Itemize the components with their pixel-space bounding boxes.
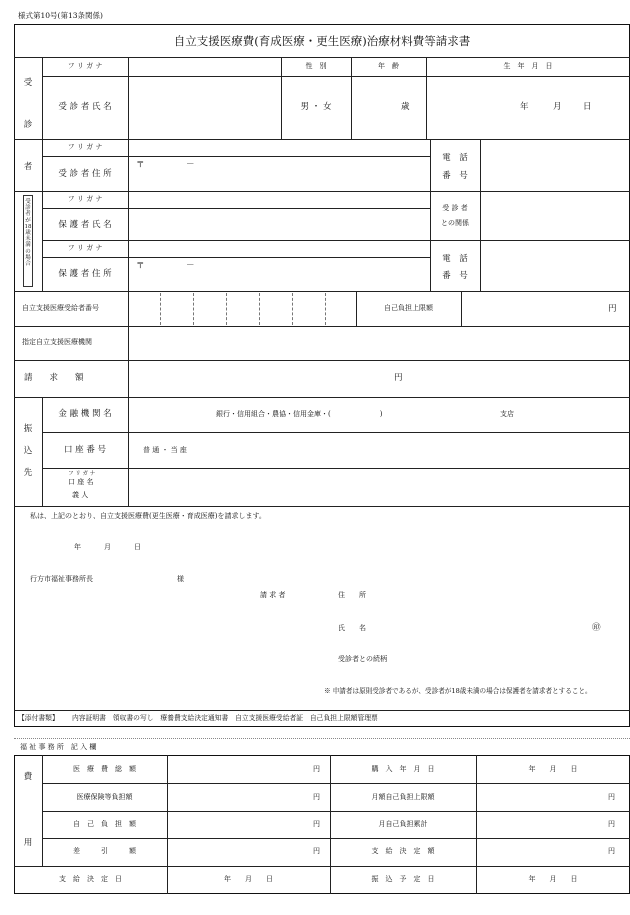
dob-day: 日 [583,102,592,112]
patient-postal-mark: 〒 [136,160,145,170]
seal-mark: ㊞ [592,623,601,633]
transfer-date-value[interactable]: 年 月 日 [528,875,578,883]
addressee: 行方市福祉事務所長 [30,575,93,583]
transfer-side-label: 振 込 先 [23,424,33,478]
insurance-share-unit: 円 [313,793,320,801]
self-pay-unit: 円 [313,820,320,828]
requester-name-label: 氏 名 [338,624,366,632]
patient-furigana-field[interactable] [129,58,280,75]
guardian-postal-dash: － [186,261,195,271]
claim-label: 請 求 額 [24,373,84,383]
sex-choice[interactable]: 男 ・ 女 [300,102,332,112]
account-types[interactable]: 普 通 ・ 当 座 [143,446,187,454]
recipient-number-field[interactable] [129,292,355,325]
holder-label-1: 口 座 名 [68,478,94,486]
patient-name-field[interactable] [129,77,280,138]
patient-phone-field[interactable] [481,140,629,190]
copay-limit-unit: 円 [608,304,617,314]
monthly-limit-label: 月額自己負担上限額 [371,793,435,801]
form-title: 自立支援医療費(育成医療・更生医療)治療材料費等請求書 [173,34,471,48]
purchase-date-value[interactable]: 年 月 日 [528,765,578,773]
payment-amount-label: 支 給 決 定 額 [371,847,435,855]
institution-label: 指定自立支援医療機関 [22,338,92,346]
patient-postal-dash: － [186,160,195,170]
declaration-year: 年 [74,543,81,551]
patient-side-label: 受 診 者 [23,78,33,172]
medical-total-unit: 円 [313,765,320,773]
monthly-cumulative-label: 月自己負担累計 [378,820,428,828]
requester-address-label: 住 所 [338,591,366,599]
guardian-name-field[interactable] [129,209,429,239]
transfer-date-label: 振 込 予 定 日 [371,875,435,883]
age-header: 年 齢 [378,62,399,70]
age-unit: 歳 [401,102,410,112]
patient-phone-label-1: 電 話 [442,153,468,163]
holder-label-2: 義 人 [72,491,89,499]
claim-amount-field[interactable] [129,361,629,396]
declaration-text: 私は、上記のとおり、自立支援医療費(更生医療・育成医療)を請求します。 [30,512,266,520]
declaration-note: ※ 申請者は原則受診者であるが、受診者が18歳未満の場合は保護者を請求者とすること。 [324,687,592,695]
difference-label: 差 引 額 [73,847,136,855]
attachments-label: 【添付書類】 [18,714,59,722]
dob-header: 生 年 月 日 [503,62,553,70]
institution-field[interactable] [129,327,629,359]
relation-label-2: との関係 [441,219,469,227]
difference-unit: 円 [313,847,320,855]
patient-address-furigana: フ リ ガ ナ [67,143,103,151]
insurance-share-label: 医療保険等負担額 [76,793,133,801]
branch-label: 支店 [500,410,514,418]
decision-date-label: 支 給 決 定 日 [59,875,122,883]
guardian-address-label: 保 護 者 住 所 [58,269,112,279]
guardian-postal-mark: 〒 [136,261,145,271]
account-label: 口 座 番 号 [63,445,107,455]
sex-header: 性 別 [305,62,327,70]
bank-types[interactable]: 銀行・信用組合・農協・信用金庫・( ) [216,410,383,418]
requester-label: 請 求 者 [260,591,286,599]
declaration-month: 月 [104,543,111,551]
guardian-furigana-label: フ リ ガ ナ [67,195,103,203]
form-id: 様式第10号(第13条関係) [18,11,103,20]
dob-month: 月 [553,102,562,112]
copay-limit-label: 自己負担上限額 [384,304,433,312]
guardian-side-label: 受 診 者 が 18 歳 未 満 の 場 合 [14,191,42,291]
guardian-phone-label-1: 電 話 [442,254,468,264]
monthly-limit-unit: 円 [608,793,615,801]
guardian-address-field[interactable] [129,258,429,290]
attachments-text: 内容証明書 領収書の写し 療養費支給決定通知書 自立支援医療受給者証 自己負担上限額管理票 [72,714,378,722]
patient-address-label: 受 診 者 住 所 [58,169,112,179]
guardian-phone-field[interactable] [481,241,629,290]
guardian-address-furigana: フ リ ガ ナ [67,244,103,252]
recipient-number-label: 自立支援医療受給者番号 [22,304,99,312]
claim-unit: 円 [394,373,403,383]
holder-ruby: フ リ ガ ナ [68,471,96,477]
requester-relation-label: 受診者との続柄 [338,655,387,663]
office-side-label: 費 用 [23,772,33,848]
purchase-date-label: 購 入 年 月 日 [371,765,435,773]
dob-year: 年 [520,102,529,112]
decision-date-value[interactable]: 年 月 日 [224,875,273,883]
bank-label: 金 融 機 関 名 [58,409,112,419]
patient-furigana-label: フ リ ガ ナ [67,62,103,70]
monthly-cumulative-unit: 円 [608,820,615,828]
self-pay-label: 自 己 負 担 額 [73,820,136,828]
office-heading: 福 祉 事 務 所 記 入 欄 [20,743,97,751]
honorific: 様 [177,575,184,583]
relation-label-1: 受 診 者 [442,204,468,212]
declaration-day: 日 [134,543,141,551]
patient-address-field[interactable] [129,157,429,190]
patient-phone-label-2: 番 号 [442,171,468,181]
section-separator [14,738,630,739]
medical-total-label: 医 療 費 総 額 [73,765,136,773]
guardian-phone-label-2: 番 号 [442,271,468,281]
payment-amount-unit: 円 [608,847,615,855]
holder-name-field[interactable] [129,469,629,505]
patient-name-label: 受 診 者 氏 名 [58,102,112,112]
relation-field[interactable] [481,192,629,239]
guardian-name-label: 保 護 者 氏 名 [58,220,112,230]
